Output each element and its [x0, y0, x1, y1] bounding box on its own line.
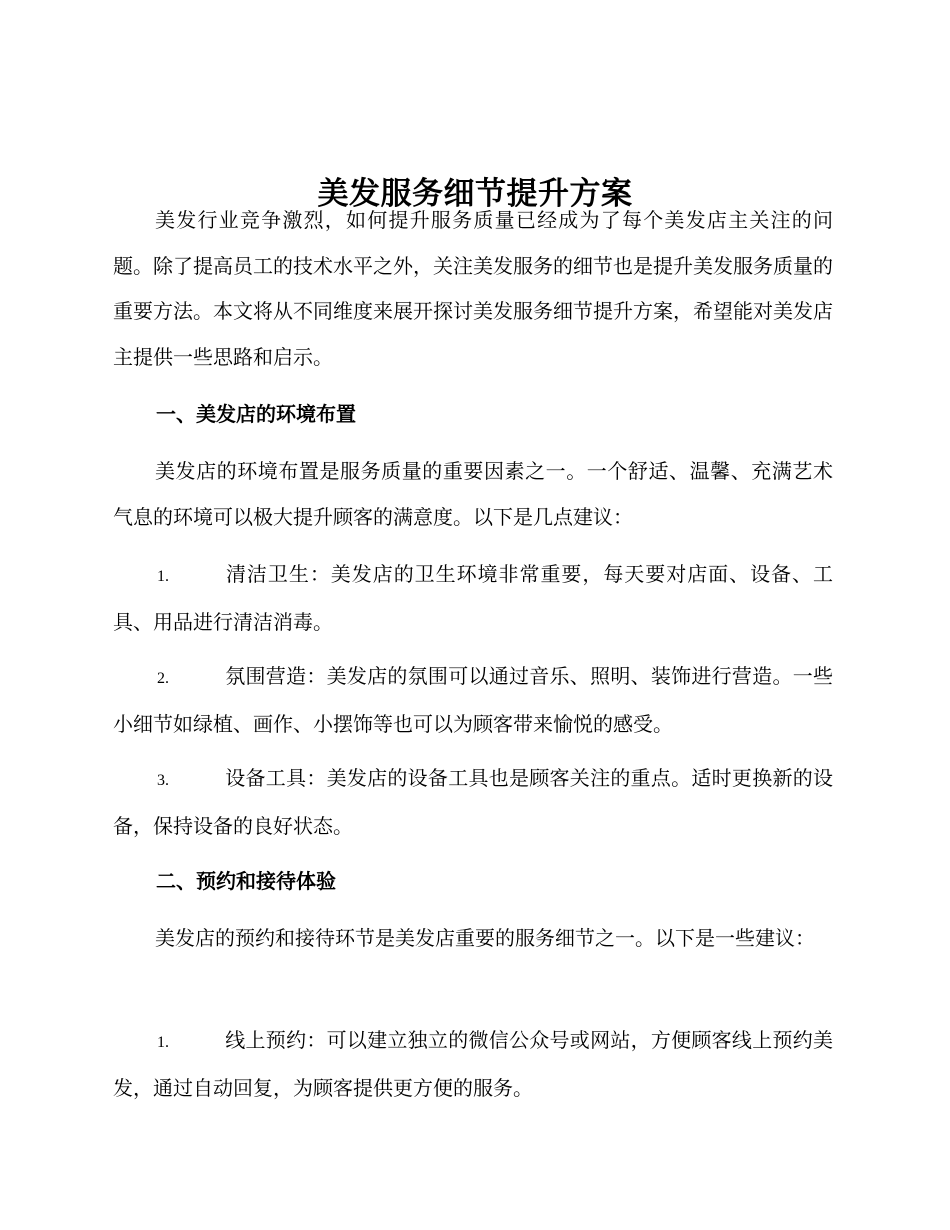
list-item-text: 清洁卫生：美发店的卫生环境非常重要，每天要对店面、设备、工具、用品进行清洁消毒。: [113, 562, 833, 634]
list-item-number: 1.: [157, 568, 169, 585]
list-item-number: 1.: [157, 1034, 169, 1051]
section-1-body: 美发店的环境布置是服务质量的重要因素之一。一个舒适、温馨、充满艺术气息的环境可以极大提升顾客的满意度。以下是几点建议：: [113, 459, 833, 529]
section-2-body: 美发店的预约和接待环节是美发店重要的服务细节之一。以下是一些建议：: [155, 926, 815, 950]
list-item-number: 2.: [157, 670, 169, 687]
list-item-text: 设备工具：美发店的设备工具也是顾客关注的重点。适时更换新的设备，保持设备的良好状态。: [113, 766, 833, 838]
list-item: [113, 756, 833, 849]
list-item-text: 线上预约：可以建立独立的微信公众号或网站，方便顾客线上预约美发，通过自动回复，为顾客提供更方便的服务。: [113, 1028, 833, 1100]
list-item: [113, 1018, 833, 1111]
list-item: [113, 552, 833, 645]
list-item-number: 3.: [157, 772, 169, 789]
list-item-text: 氛围营造：美发店的氛围可以通过音乐、照明、装饰进行营造。一些小细节如绿植、画作、小摆饰等也可以为顾客带来愉悦的感受。: [113, 664, 833, 736]
list-item: [113, 654, 833, 747]
section-2-heading: 二、预约和接待体验: [156, 869, 336, 893]
document-title: 美发服务细节提升方案: [317, 175, 633, 212]
section-1-heading: 一、美发店的环境布置: [156, 402, 356, 426]
intro-paragraph: 美发行业竞争激烈，如何提升服务质量已经成为了每个美发店主关注的问题。除了提高员工的技术水平之外，关注美发服务的细节也是提升美发服务质量的重要方法。本文将从不同维度来展开探讨美发服务细节提升方案，希望能对美发店主提供一些思路和启示。: [113, 208, 833, 369]
